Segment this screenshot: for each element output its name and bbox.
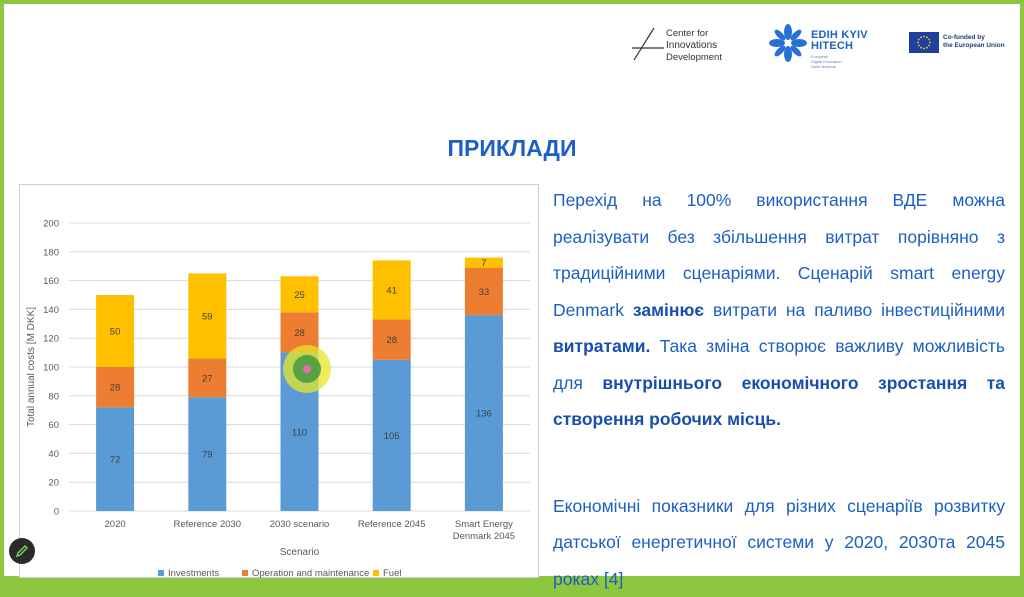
cid-line-1: Center for <box>666 28 722 40</box>
y-tick-label: 180 <box>43 247 59 258</box>
data-label: 110 <box>292 427 307 438</box>
p1-bold-growth: внутрішнього економічного зростання та створення робочих місць. <box>553 373 1005 430</box>
y-tick-label: 200 <box>43 219 59 230</box>
x-axis-label: Scenario <box>280 547 320 558</box>
eu-line-2: the European Union <box>943 42 1005 50</box>
x-tick-label: Reference 2045 <box>358 519 426 530</box>
data-label: 28 <box>110 383 121 394</box>
edih-sub-3: Hubs Network <box>811 64 871 69</box>
y-tick-label: 0 <box>54 507 59 518</box>
edih-logo <box>769 24 869 66</box>
pen-icon <box>15 544 29 558</box>
x-tick-label: 2030 scenario <box>270 519 330 530</box>
data-label: 79 <box>202 450 213 461</box>
data-label: 33 <box>479 287 490 298</box>
p1-bold-vytratamy: витратами. <box>553 336 650 356</box>
edih-sub-1: European <box>811 54 871 59</box>
paragraph-1 <box>553 182 1005 438</box>
data-label: 105 <box>384 431 400 442</box>
slide <box>4 4 1020 576</box>
legend-label: Fuel <box>383 568 401 579</box>
paragraph-2: Економічні показники для різних сценаріїв розвитку датської енергетичної системи у 2020, 2030та 2045 роках [4] <box>553 488 1005 597</box>
x-tick-label: Reference 2030 <box>173 519 241 530</box>
legend-swatch <box>242 570 248 576</box>
data-label: 28 <box>294 328 305 339</box>
cid-mark-icon <box>632 26 666 62</box>
data-label: 136 <box>476 409 492 420</box>
legend-swatch <box>373 570 379 576</box>
slide-title: ПРИКЛАДИ <box>4 135 1020 162</box>
y-tick-label: 40 <box>48 449 59 460</box>
eu-logo <box>909 32 1014 56</box>
data-label: 28 <box>386 335 397 346</box>
y-tick-label: 80 <box>48 391 59 402</box>
edih-sub-2: Digital Innovation <box>811 59 871 64</box>
data-label: 59 <box>202 311 213 322</box>
y-tick-label: 60 <box>48 420 59 431</box>
cid-line-2: Innovations <box>666 40 717 51</box>
edih-title-1: EDIH KYIV <box>811 30 868 41</box>
eu-flag-icon <box>909 32 939 53</box>
text-column <box>553 182 1005 597</box>
partner-logos <box>624 22 1014 70</box>
data-label: 25 <box>294 290 305 301</box>
p1-part-e: Така зміна створює важливу можливість для <box>553 336 1005 393</box>
x-tick-label: 2020 <box>105 519 126 530</box>
legend-label: Investments <box>168 568 219 579</box>
edih-flower-icon <box>769 24 807 62</box>
y-tick-label: 20 <box>48 478 59 489</box>
cursor-dot <box>303 365 311 373</box>
y-tick-label: 160 <box>43 276 59 287</box>
p1-part-a: Перехід на 100% використання ВДЕ можна реалізувати без збільшення витрат порівняно з традиційними сценаріями. Сценарій smart energy Denmark <box>553 190 1005 320</box>
cid-logo <box>632 26 742 66</box>
data-label: 50 <box>110 327 121 338</box>
cid-line-3: Development <box>666 52 722 64</box>
data-label: 7 <box>481 258 486 269</box>
eu-line-1: Co-funded by <box>943 34 1005 42</box>
y-tick-label: 100 <box>43 363 59 374</box>
y-tick-label: 120 <box>43 334 59 345</box>
p1-part-c: витрати на паливо інвестиційними <box>704 300 1005 320</box>
y-tick-label: 140 <box>43 305 59 316</box>
edih-title-2: HITECH <box>811 41 868 52</box>
chart-container <box>19 184 539 578</box>
data-label: 41 <box>386 285 397 296</box>
pen-tool-button[interactable] <box>9 538 35 564</box>
data-label: 72 <box>110 455 121 466</box>
stacked-bar-chart <box>20 185 538 577</box>
data-label: 27 <box>202 373 213 384</box>
p1-bold-zaminyuye: замінює <box>633 300 704 320</box>
legend-label: Operation and maintenance <box>252 568 369 579</box>
x-tick-label: Denmark 2045 <box>453 531 515 542</box>
x-tick-label: Smart Energy <box>455 519 513 530</box>
legend-swatch <box>158 570 164 576</box>
y-axis-label: Total annual costs [M DKK] <box>26 307 37 427</box>
